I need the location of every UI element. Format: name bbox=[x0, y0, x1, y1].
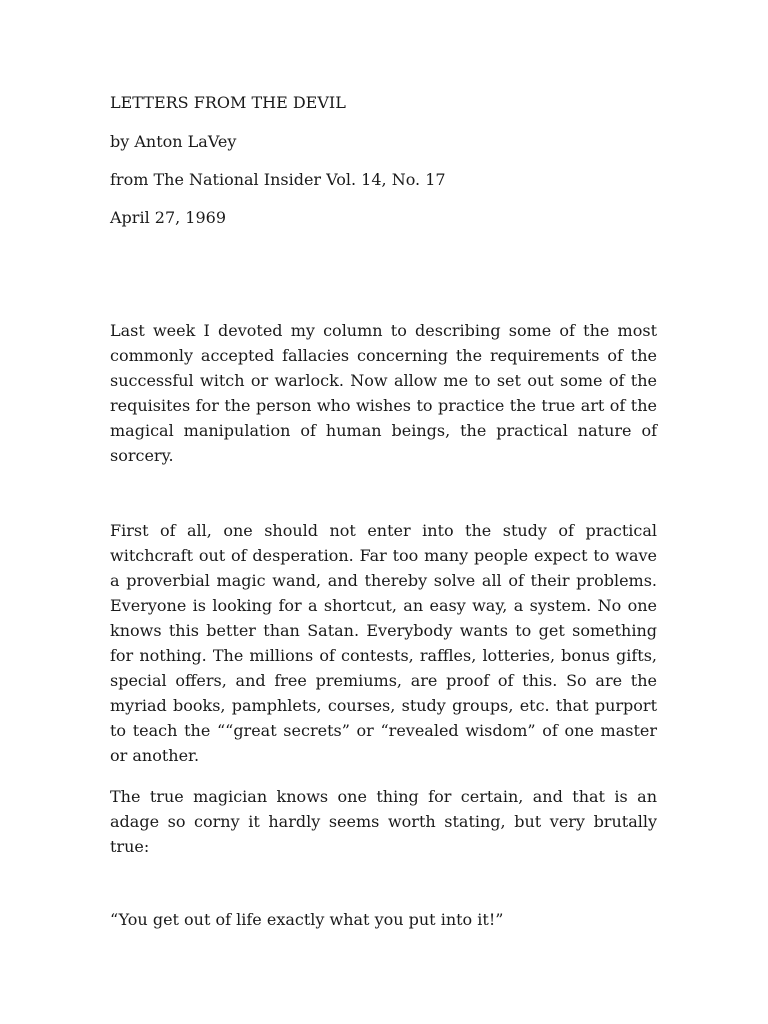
paragraph: Last week I devoted my column to describing some of the most commonly accepted fallacies concerning the requirements of the successful witch or warlock. Now allow me to set out some of the requisites for the person who wishes to practice the true art of the magical manipulation of human beings, the practical nature of sorcery. bbox=[110, 321, 657, 465]
document-source: from The National Insider Vol. 14, No. 17 bbox=[110, 170, 446, 189]
paragraph: The true magician knows one thing for certain, and that is an adage so corny it hardly seems worth stating, but very brutally true: bbox=[110, 787, 657, 856]
document-byline: by Anton LaVey bbox=[110, 132, 237, 151]
paragraph: First of all, one should not enter into the study of practical witchcraft out of desperation. Far too many people expect to wave a proverbial magic wand, and thereby solve all of their problems. Everyone is looking for a shortcut, an easy way, a system. No one knows this better than Satan. Everybody wants to get something for nothing. The millions of contests, raffles, lotteries, bonus gifts, special offers, and free premiums, are proof of this. So are the myriad books, pamphlets, courses, study groups, etc. that purport to teach the ““great secrets” or “revealed wisdom” of one master or another. bbox=[110, 521, 657, 765]
document-date: April 27, 1969 bbox=[110, 208, 227, 227]
document-title: LETTERS FROM THE DEVIL bbox=[110, 93, 346, 112]
closing-quote: “You get out of life exactly what you put into it!” bbox=[110, 910, 504, 929]
